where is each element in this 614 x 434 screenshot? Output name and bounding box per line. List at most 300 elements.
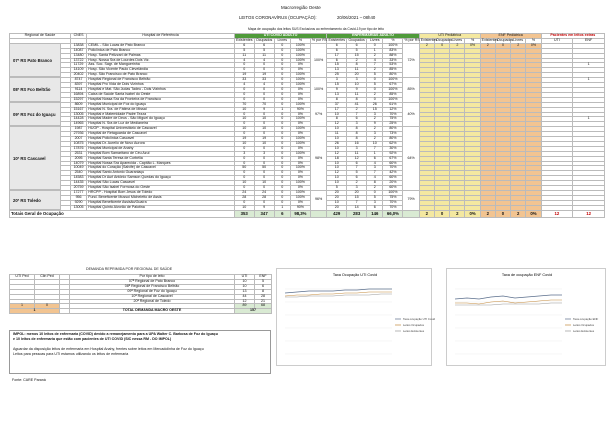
table-cell: 10 [367, 141, 383, 146]
table-cell: 0 [254, 132, 274, 137]
table-cell: Regional de Saúde [10, 34, 71, 39]
table-cell: Existentes [420, 37, 438, 42]
table-cell: 21 [255, 299, 272, 304]
table-cell: 10 [234, 141, 254, 146]
table-cell: 20 [327, 195, 347, 200]
svg-text:Taxa ocupação UTI Covid: Taxa ocupação UTI Covid [403, 317, 436, 321]
table-cell: 0% [290, 68, 310, 73]
region-label: 10ª RS Cascavel [9, 126, 61, 190]
table-cell: 10 [254, 181, 274, 186]
table-cell: 0 [367, 87, 383, 92]
table-cell: 0 [254, 176, 274, 181]
table-cell: 10 [327, 200, 347, 205]
table-cell: 28 [234, 195, 254, 200]
table-cell: 37 [327, 102, 347, 107]
table-cell: 90% [290, 205, 310, 210]
table-cell: Hospital Beneficente Assisão/Guaíra [87, 200, 235, 205]
table-cell: 98,3% [290, 210, 310, 217]
table-cell: 0 [274, 127, 290, 132]
table-cell: 353 [234, 210, 254, 217]
table-cell: 5 [367, 83, 383, 88]
table-cell: 80% [383, 73, 403, 78]
table-cell: 2 [367, 186, 383, 191]
table-cell: 100% [290, 127, 310, 132]
table-cell: 70% [383, 112, 403, 117]
table-cell: 0 [274, 156, 290, 161]
note-line: Leitos para pessoas para UTI estamos utilizando os leitos de enfermaria [13, 351, 129, 356]
table-cell: 10ª Regional de Cascavel [70, 294, 235, 299]
note-line: Aguardar da disposição leitos de enfermaria em Hospital Anahy, frentes sobre leitos em Mercadolinha de Foz do Iguaçu [13, 347, 204, 352]
table-cell: Hospital São Lucas Cascavel [87, 181, 235, 186]
table-cell: 10875 [70, 141, 86, 146]
table-cell: 11 [234, 53, 254, 58]
region-label: 09ª RS Foz do Iguaçu [9, 102, 61, 126]
table-cell: HUOP - Hospital Universitário de Cascavel [87, 127, 235, 132]
table-cell: 60% [383, 176, 403, 181]
table-cell: 70% [383, 205, 403, 210]
table-cell: 0 [274, 146, 290, 151]
table-cell: 0 [254, 146, 274, 151]
table-cell: 3 [367, 200, 383, 205]
table-cell: 17 [327, 53, 347, 58]
region-label: 07ª RS Pato Branco [9, 43, 61, 77]
table-cell: 33% [383, 58, 403, 63]
table-cell: 6 [274, 210, 290, 217]
table-cell: 13722 [70, 58, 86, 63]
table-cell: 5 [347, 48, 367, 53]
table-cell: 9 [254, 107, 274, 112]
table-cell: 6 [327, 58, 347, 63]
table-cell: % [290, 38, 310, 43]
table-cell: 10 [327, 137, 347, 142]
table-cell: 7 [367, 171, 383, 176]
table-cell: 0 [274, 102, 290, 107]
table-cell: 100% [290, 137, 310, 142]
table-cell: 4 [234, 58, 254, 63]
table-cell: 0 [234, 176, 254, 181]
table-cell: Livres [367, 38, 383, 43]
table-cell: 0 [234, 63, 254, 68]
table-cell: 64% [403, 127, 419, 191]
occupancy-table [9, 33, 605, 218]
table-cell: Hospital e Maternidade Padre Tezza [87, 112, 235, 117]
svg-text:Leitos Ocupados: Leitos Ocupados [403, 323, 424, 327]
table-cell: 0 [367, 43, 383, 48]
table-cell: 10 [234, 205, 254, 210]
table-cell: Hosp. Nossa Sra de Lourdes Dois Viz. [87, 58, 235, 63]
table-cell: UTI Pediátrica [419, 34, 480, 39]
table-cell: 13 [235, 289, 255, 294]
table-cell: 10 [327, 127, 347, 132]
table-cell: 08ª Regional de Francisco Beltrão [70, 284, 235, 289]
table-cell: Hospital Pro Vida de Dois Vizinhos [87, 83, 235, 88]
table-cell: Ocupados [496, 37, 514, 42]
table-cell: 44 [235, 294, 255, 299]
table-cell: 100% [290, 151, 310, 156]
table-cell: 9290 [70, 200, 86, 205]
table-cell: 3 [347, 78, 367, 83]
table-cell: 0 [274, 73, 290, 78]
table-cell: 68 [255, 304, 272, 309]
uti-chart-svg [277, 269, 436, 367]
table-cell: Hospital Madre de Deus - São Miguel do Iguaçu [87, 117, 235, 122]
table-cell: 9 [347, 87, 367, 92]
table-cell: 2 [450, 43, 465, 48]
table-cell: 283 [347, 210, 367, 217]
table-cell: 53% [383, 63, 403, 68]
table-cell: 16 [347, 141, 367, 146]
table-cell: Livres [450, 38, 465, 43]
table-cell: 4 [234, 83, 254, 88]
table-cell: 2 [419, 43, 434, 48]
table-cell: 0 [234, 200, 254, 205]
table-cell: 83% [383, 48, 403, 53]
table-cell [60, 309, 70, 314]
table-cell: 0 [274, 191, 290, 196]
table-cell: 157 [235, 309, 272, 314]
table-cell: 10 [254, 117, 274, 122]
table-cell: 1 [573, 78, 605, 83]
table-cell: 15297 [70, 97, 86, 102]
table-cell: 15 [367, 107, 383, 112]
table-cell: 0% [290, 112, 310, 117]
table-cell: 9 [254, 205, 274, 210]
table-cell: 13005 [70, 205, 86, 210]
table-cell: 0 [254, 171, 274, 176]
table-cell: Policlínica de Pato Branco [87, 48, 235, 53]
table-cell: ENF [255, 275, 272, 280]
table-cell: 67% [383, 156, 403, 161]
table-cell: Hospital e Mat. São Judas Tadeu - Dois Vizinhos [87, 87, 235, 92]
table-cell: 3 [347, 186, 367, 191]
table-cell: 100% [290, 58, 310, 63]
table-cell: 85% [383, 68, 403, 73]
table-cell: 97% [310, 102, 326, 127]
table-cell: 70 [254, 102, 274, 107]
table-cell: 0% [290, 200, 310, 205]
table-cell: 0 [234, 132, 254, 137]
table-cell: 41 [347, 102, 367, 107]
table-cell: CEMIL - São Lucas de Pato Branco [87, 43, 235, 48]
table-cell: Hospital Regional de Francisco Beltrão [87, 78, 235, 83]
table-cell: 19 [234, 73, 254, 78]
table-cell: 10 [347, 83, 367, 88]
table-cell: 33 [234, 78, 254, 83]
table-cell: 2 [367, 92, 383, 97]
table-cell: 2 [511, 43, 526, 48]
table-cell: 0% [290, 122, 310, 127]
table-cell: Ass. Soc. Sagr. de Manguerinha [87, 63, 235, 68]
table-cell: 8 [367, 181, 383, 186]
table-cell: 6 [327, 48, 347, 53]
table-cell: 1 [573, 117, 605, 122]
table-cell: 0 [234, 146, 254, 151]
table-cell: 4 [254, 58, 274, 63]
table-cell: 9 [327, 87, 347, 92]
table-cell: 67% [383, 83, 403, 88]
table-cell: 1 [573, 63, 605, 68]
table-cell: 14583 [70, 176, 86, 181]
table-cell: 0 [495, 210, 510, 217]
table-cell: 6 [347, 117, 367, 122]
table-cell: 3 [367, 112, 383, 117]
table-cell: 07ª Regional de Pato Branco [70, 279, 235, 284]
table-cell: 13 [327, 92, 347, 97]
table-cell: 347 [254, 210, 274, 217]
table-cell: 0 [274, 48, 290, 53]
table-cell: 09ª Regional de Foz do Iguaçu [70, 289, 235, 294]
uti-chart [276, 268, 436, 366]
table-cell: 10049 [70, 166, 86, 171]
table-cell: 75% [383, 117, 403, 122]
table-cell: 429 [327, 210, 347, 217]
table-cell: 9114 [70, 87, 86, 92]
table-cell: 17277 [70, 191, 86, 196]
table-cell: 0 [274, 53, 290, 58]
table-cell: 14965 [70, 122, 86, 127]
table-cell: Hospital São Isabel Formosa do Oeste [87, 186, 235, 191]
table-cell: ENF [573, 38, 605, 43]
table-cell: 19 [234, 137, 254, 142]
table-cell: 61% [383, 102, 403, 107]
table-cell: 4 [254, 83, 274, 88]
table-cell: 1 [10, 304, 35, 309]
table-cell: 7 [367, 63, 383, 68]
table-cell: 10 [327, 146, 347, 151]
table-cell: 5 [367, 73, 383, 78]
table-cell: Hospital Dr. Aurelio de Novo Aurora [87, 141, 235, 146]
table-cell: 7 [347, 112, 367, 117]
table-cell: % [383, 38, 403, 43]
table-cell: Hospital de Retaguarda de Cascavel [87, 132, 235, 137]
table-cell: 11 [327, 132, 347, 137]
table-cell: 8 [255, 289, 272, 294]
table-cell: 2 [480, 43, 495, 48]
table-cell: 0 [274, 176, 290, 181]
table-cell: 0 [274, 161, 290, 166]
table-cell: 0 [495, 43, 510, 48]
table-cell: 2007 [70, 137, 86, 142]
table-cell: 0 [274, 195, 290, 200]
table-cell: 956 [70, 195, 86, 200]
table-cell: 2540 [70, 171, 86, 176]
table-cell: 1 [10, 309, 60, 314]
table-cell: 100% [310, 78, 326, 103]
table-cell: 8397 [70, 83, 86, 88]
table-cell: 1987 [70, 127, 86, 132]
table-cell: 0 [234, 156, 254, 161]
table-cell: 20% [383, 181, 403, 186]
table-cell: 0 [234, 68, 254, 73]
table-cell: 8 [327, 97, 347, 102]
table-cell: 0 [274, 132, 290, 137]
svg-text:Leitos Existentes: Leitos Existentes [573, 329, 595, 333]
table-cell: 11 [254, 53, 274, 58]
table-cell: 0% [290, 63, 310, 68]
table-cell: 100% [383, 97, 403, 102]
table-cell: Hospital N. Sra de Luz de Medianeira [87, 122, 235, 127]
table-cell: Caixa de Saúde Santa Isabel do Oeste [87, 92, 235, 97]
table-cell: Hospital Municipal de Anahy [87, 146, 235, 151]
table-cell: 0 [274, 58, 290, 63]
table-cell: 10 [254, 141, 274, 146]
table-cell: 12 [327, 122, 347, 127]
table-cell: 0% [290, 97, 310, 102]
table-cell: 100% [290, 83, 310, 88]
table-cell: 62% [383, 141, 403, 146]
table-cell: 11 [347, 68, 367, 73]
table-cell: 33 [254, 78, 274, 83]
table-cell: 1 [367, 151, 383, 156]
table-cell: Clin Ped [35, 275, 60, 280]
table-cell: 8609 [70, 102, 86, 107]
table-cell: 14 [347, 205, 367, 210]
table-cell: 1 [274, 205, 290, 210]
table-cell: 0% [290, 92, 310, 97]
table-cell: 7 [347, 200, 367, 205]
table-cell: 3 [254, 151, 274, 156]
table-cell: 80% [383, 137, 403, 142]
table-cell: 0 [274, 97, 290, 102]
table-cell: 4 [367, 176, 383, 181]
table-cell: 15 [347, 195, 367, 200]
table-cell: 89 [235, 304, 255, 309]
table-cell: 0 [254, 112, 274, 117]
table-cell: 25 [327, 73, 347, 78]
table-cell: 100% [290, 141, 310, 146]
table-cell: 5 [367, 195, 383, 200]
table-cell [310, 210, 326, 217]
table-cell: 6 [234, 43, 254, 48]
table-cell: 8747 [70, 78, 86, 83]
table-cell: 6 [255, 284, 272, 289]
table-cell: 60% [383, 186, 403, 191]
table-cell: 8 [347, 97, 367, 102]
table-cell: 17876 [70, 146, 86, 151]
table-cell: 13 [327, 68, 347, 73]
table-cell: 10 [234, 117, 254, 122]
table-cell: 12 [573, 210, 605, 217]
table-cell: 100% [290, 181, 310, 186]
table-cell: 0 [274, 92, 290, 97]
table-cell: 14428 [70, 117, 86, 122]
table-cell: 8 [327, 117, 347, 122]
table-cell: 26 [327, 141, 347, 146]
table-cell: Hosp. São Francisco de Pato Branco [87, 73, 235, 78]
demand-total [10, 309, 272, 314]
table-cell: 14435 [70, 181, 86, 186]
table-cell: Hospital N. Sra. de Fátima de Missal [87, 107, 235, 112]
uti-existing-line [285, 294, 392, 297]
table-cell: Hospital de Referência [87, 34, 235, 39]
table-cell: 0% [290, 186, 310, 191]
table-cell: 20 [347, 191, 367, 196]
table-cell: 0% [526, 210, 541, 217]
table-cell: 98% [310, 127, 326, 191]
table-cell: 2 [347, 58, 367, 63]
table-cell: 2 [480, 210, 495, 217]
table-cell: 8 [347, 63, 367, 68]
svg-text:Leitos Ocupados: Leitos Ocupados [573, 323, 594, 327]
table-cell: 0% [290, 132, 310, 137]
table-cell: 0 [274, 87, 290, 92]
table-cell: 85% [383, 92, 403, 97]
table-cell: 0% [290, 146, 310, 151]
enf-rate-line [455, 295, 562, 299]
table-cell: 0 [274, 122, 290, 127]
table-cell: 28 [255, 294, 272, 299]
table-cell: 0 [434, 210, 449, 217]
table-cell: 19 [254, 73, 274, 78]
table-cell: 0 [434, 43, 449, 48]
table-cell: 6 [327, 43, 347, 48]
table-cell: 20402 [70, 73, 86, 78]
table-cell: 24 [254, 191, 274, 196]
table-cell: 88% [383, 53, 403, 58]
table-cell: 20 [327, 205, 347, 210]
table-cell: HRCPP - Hospital Bom Jesus de Toledo [87, 191, 235, 196]
table-cell: 0 [274, 63, 290, 68]
table-cell: 10 [327, 181, 347, 186]
table-cell: 6 [347, 43, 367, 48]
table-cell: 146 [367, 210, 383, 217]
table-cell: 14109 [70, 68, 86, 73]
table-cell: Hospital Nossa Sra Aparecida - Capitão L. Marques [87, 161, 235, 166]
table-cell: 11 [347, 92, 367, 97]
table-cell: 2 [367, 117, 383, 122]
table-cell: 7 [367, 146, 383, 151]
table-cell: Hospital Nossa Sra da Fronteira de Francisco [87, 97, 235, 102]
table-cell: 0 [274, 117, 290, 122]
table-cell: 70% [383, 200, 403, 205]
table-cell: 11 [347, 151, 367, 156]
table-cell: % por RS [311, 37, 328, 42]
table-cell: 10 [234, 107, 254, 112]
table-cell: Ocupados [348, 37, 365, 42]
table-cell: 2 [450, 210, 465, 217]
table-cell: 100% [310, 43, 326, 77]
table-cell: 0 [274, 137, 290, 142]
table-cell: 12% [383, 107, 403, 112]
table-cell: 24 [234, 191, 254, 196]
table-cell: 0 [274, 171, 290, 176]
table-cell: 0% [526, 43, 541, 48]
table-cell: 96% [310, 191, 326, 211]
table-cell: 14087 [70, 48, 86, 53]
table-cell: 10 [234, 181, 254, 186]
table-cell: 2 [367, 137, 383, 142]
table-cell: 0 [274, 83, 290, 88]
table-cell: 0 [234, 112, 254, 117]
table-cell: 100% [383, 87, 403, 92]
page-title: Macrorregião Oeste [281, 5, 321, 10]
svg-text:Leitos Existentes: Leitos Existentes [403, 329, 425, 333]
table-cell: Hospital Municipal de Foz do Iguaçu [87, 102, 235, 107]
table-cell: UTI Ped [10, 275, 35, 280]
table-cell: 20 [327, 191, 347, 196]
table-cell: 100% [383, 78, 403, 83]
table-cell: Pacientes em leitos extras [541, 34, 604, 39]
table-cell: 6 [367, 156, 383, 161]
table-cell: 42% [383, 171, 403, 176]
table-cell: 100% [290, 78, 310, 83]
table-cell: 9 [367, 122, 383, 127]
table-cell: 1 [367, 48, 383, 53]
table-cell: 0 [254, 122, 274, 127]
table-cell: Hospital Dr Aurl Antônio Samson Quedas do Iguaçu [87, 176, 235, 181]
table-cell: 13480 [70, 53, 86, 58]
table-cell: 12 [541, 210, 573, 217]
